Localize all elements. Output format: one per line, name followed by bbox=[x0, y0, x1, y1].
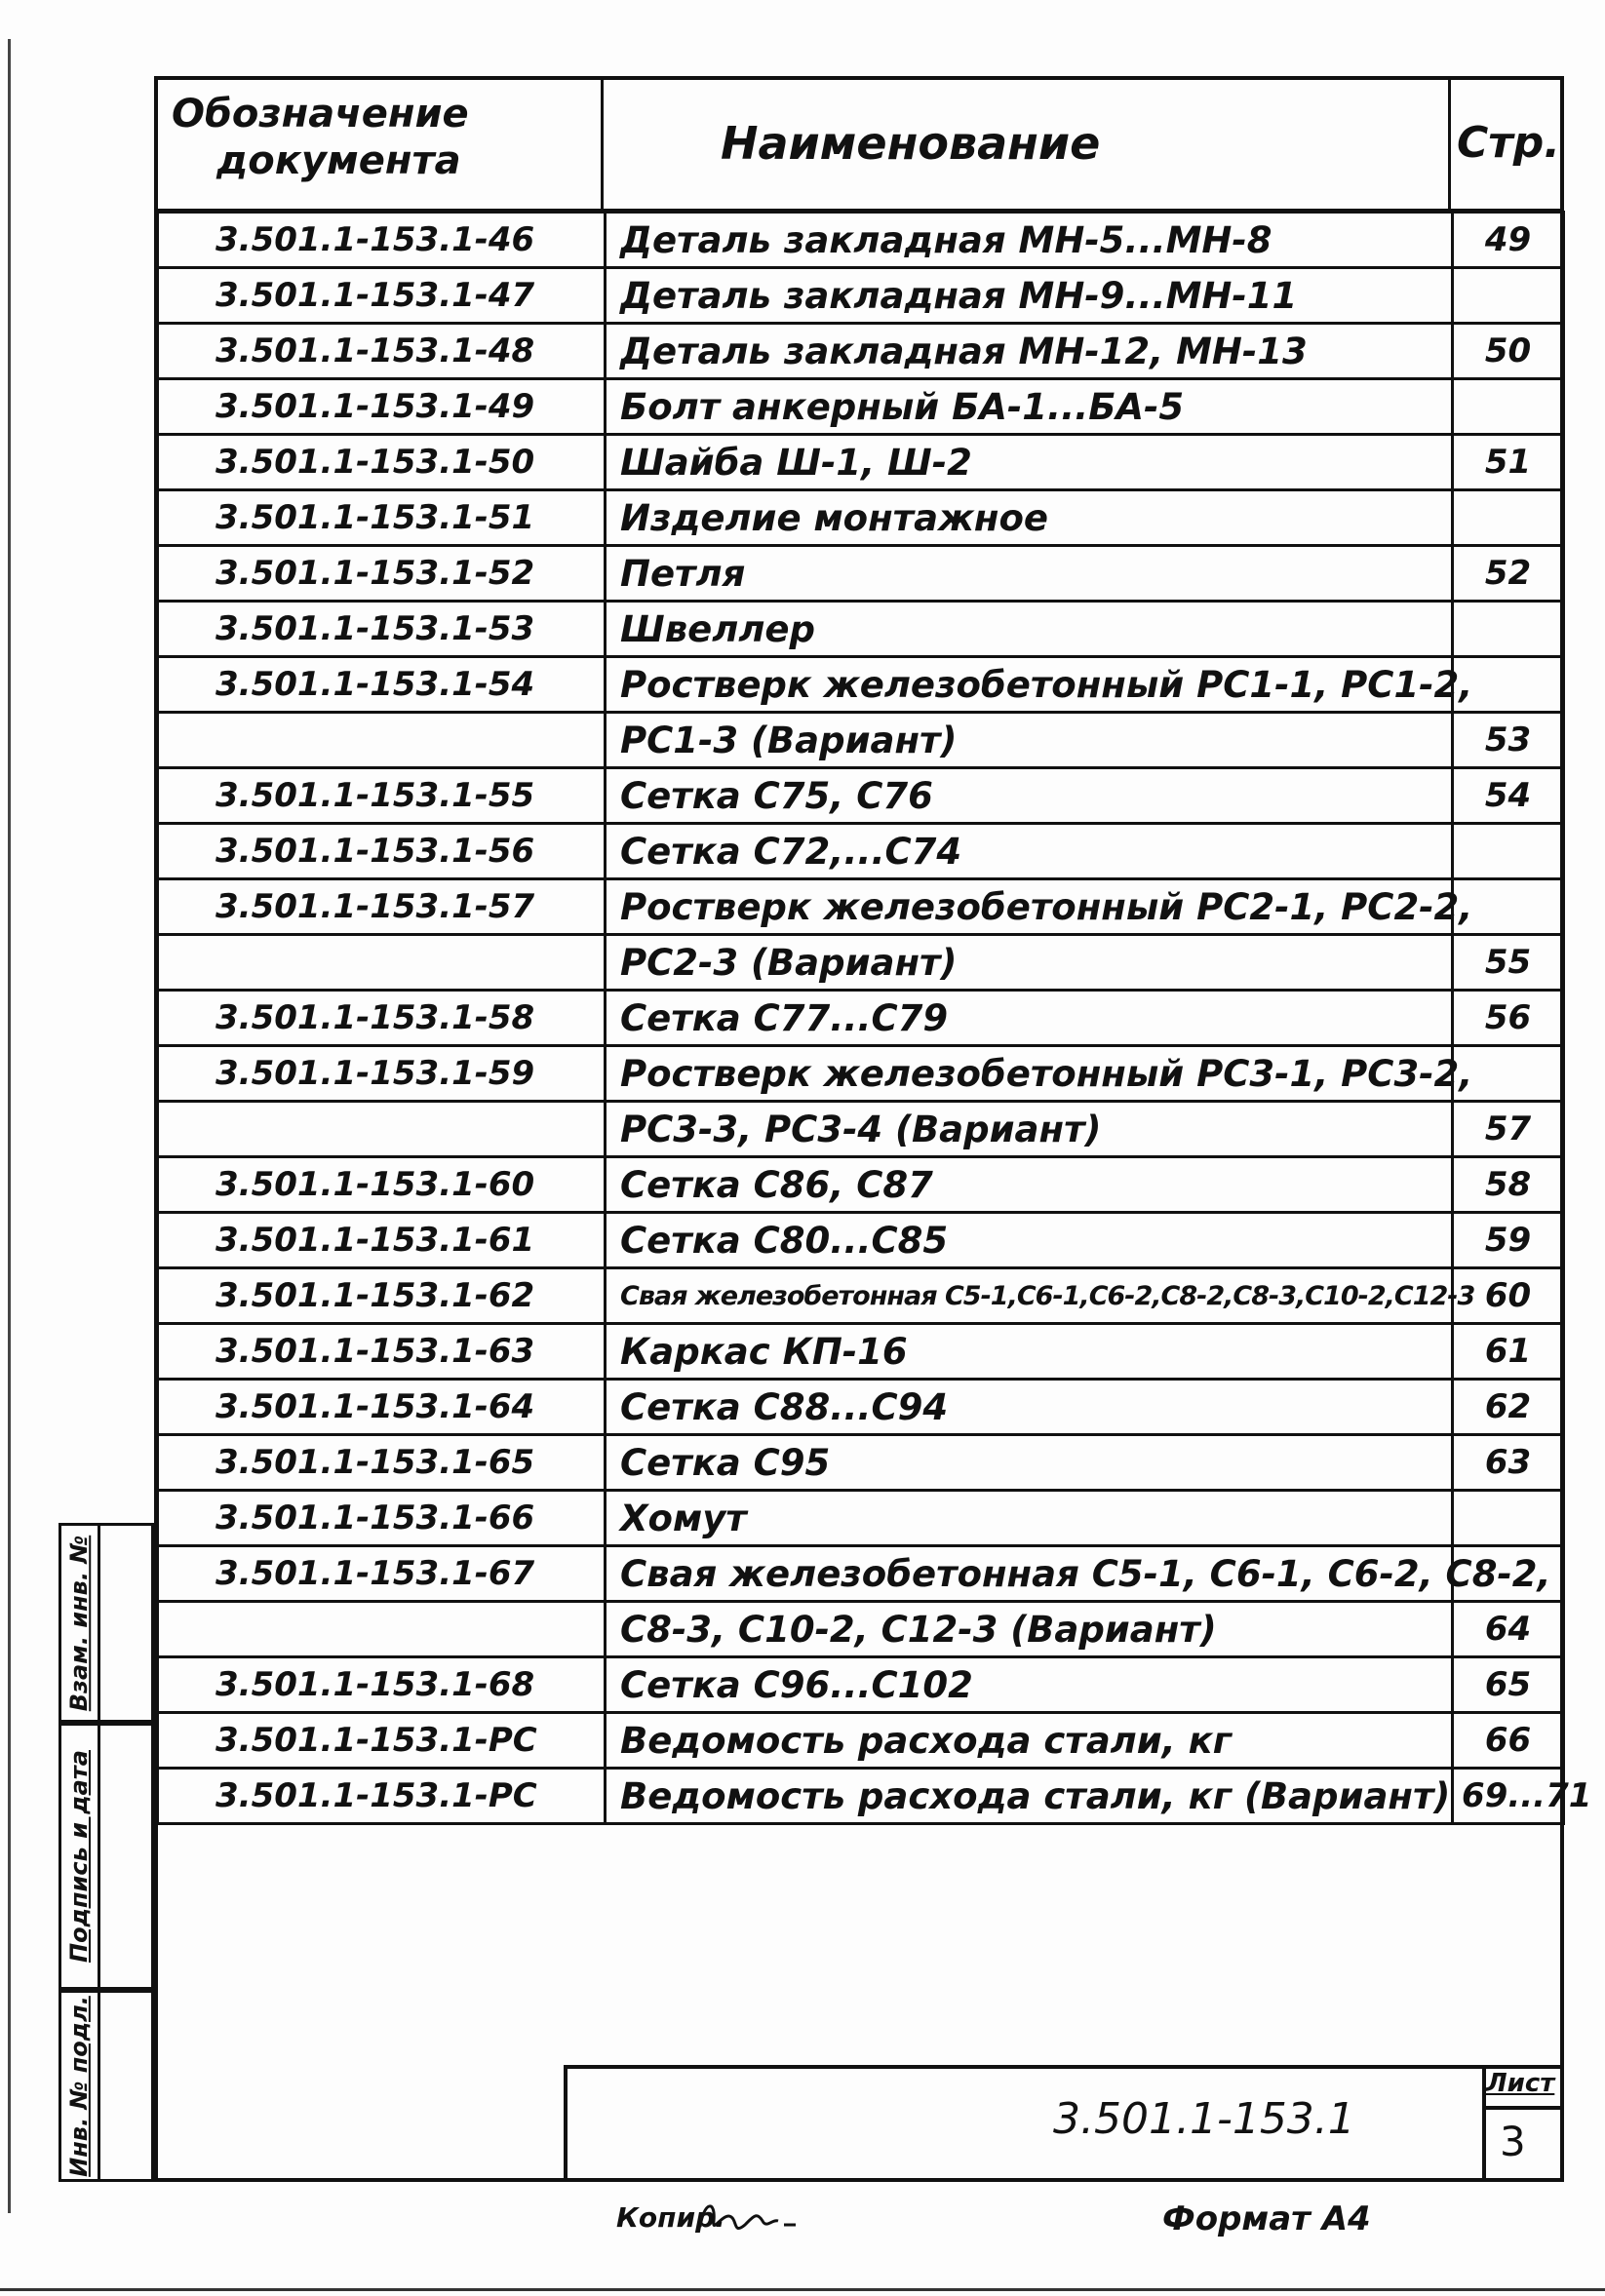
row-page-cell: 54 bbox=[1453, 768, 1564, 824]
row-page-cell: 61 bbox=[1453, 1324, 1564, 1380]
row-name-cell: Сетка С77...С79 bbox=[606, 991, 1453, 1046]
row-name-cell: Свая железобетонная С5-1,С6-1,С6-2,С8-2,С8-3,С10-2,С12-3 bbox=[606, 1268, 1453, 1324]
row-designation-cell: 3.501.1-153.1-56 bbox=[158, 824, 606, 879]
row-name-cell: Сетка С75, С76 bbox=[606, 768, 1453, 824]
title-block-sheet-divider bbox=[1482, 2106, 1562, 2110]
table-row bbox=[158, 324, 1564, 379]
row-designation-cell bbox=[158, 1602, 606, 1657]
row-designation-cell: 3.501.1-153.1-59 bbox=[158, 1046, 606, 1102]
header-divider-1 bbox=[601, 78, 604, 211]
table-row bbox=[158, 1268, 1564, 1324]
row-designation-cell: 3.501.1-153.1-РС bbox=[158, 1713, 606, 1769]
side-label-inv-wrap bbox=[59, 1990, 99, 2182]
row-page-cell: 69...71 bbox=[1453, 1769, 1564, 1824]
row-name-cell: Сетка С80...С85 bbox=[606, 1213, 1453, 1268]
row-designation-cell: 3.501.1-153.1-50 bbox=[158, 435, 606, 490]
row-designation-cell: 3.501.1-153.1-67 bbox=[158, 1546, 606, 1602]
row-designation-cell: 3.501.1-153.1-46 bbox=[158, 213, 606, 268]
row-designation-cell: 3.501.1-153.1-55 bbox=[158, 768, 606, 824]
table-row bbox=[158, 435, 1564, 490]
side-label-podpis-data: Подпись и дата bbox=[65, 1750, 93, 1963]
row-name-cell: Сетка С95 bbox=[606, 1435, 1453, 1491]
table-row bbox=[158, 546, 1564, 602]
row-page-cell: 55 bbox=[1453, 935, 1564, 991]
row-name-cell: Изделие монтажное bbox=[606, 490, 1453, 546]
row-name-cell: Деталь закладная МН-5...МН-8 bbox=[606, 213, 1453, 268]
table-row bbox=[158, 657, 1564, 713]
row-designation-cell: 3.501.1-153.1-58 bbox=[158, 991, 606, 1046]
side-label-podpis-wrap bbox=[59, 1723, 99, 1990]
table-row bbox=[158, 1213, 1564, 1268]
row-designation-cell: 3.501.1-153.1-РС bbox=[158, 1769, 606, 1824]
title-block-sheet-label: Лист bbox=[1486, 2069, 1555, 2098]
row-name-cell: Ростверк железобетонный РС3-1, РС3-2, bbox=[606, 1046, 1453, 1102]
row-designation-cell: 3.501.1-153.1-60 bbox=[158, 1157, 606, 1213]
row-page-cell: 65 bbox=[1453, 1657, 1564, 1713]
table-row bbox=[158, 1380, 1564, 1435]
row-designation-cell: 3.501.1-153.1-57 bbox=[158, 879, 606, 935]
row-page-cell bbox=[1453, 379, 1564, 435]
row-name-cell: РС3-3, РС3-4 (Вариант) bbox=[606, 1102, 1453, 1157]
row-page-cell bbox=[1453, 602, 1564, 657]
table-row bbox=[158, 824, 1564, 879]
row-name-cell: Свая железобетонная С5-1, С6-1, С6-2, С8-2, bbox=[606, 1546, 1453, 1602]
row-designation-cell: 3.501.1-153.1-48 bbox=[158, 324, 606, 379]
row-name-cell: Швеллер bbox=[606, 602, 1453, 657]
title-block-sheet-number: 3 bbox=[1500, 2118, 1526, 2165]
table-row bbox=[158, 379, 1564, 435]
row-page-cell bbox=[1453, 490, 1564, 546]
row-name-cell: Петля bbox=[606, 546, 1453, 602]
row-name-cell: Деталь закладная МН-12, МН-13 bbox=[606, 324, 1453, 379]
table-row bbox=[158, 1157, 1564, 1213]
side-label-vzam-wrap bbox=[59, 1523, 99, 1723]
table-row bbox=[158, 1602, 1564, 1657]
table-row bbox=[158, 879, 1564, 935]
header-page-cell bbox=[1453, 80, 1560, 211]
row-designation-cell bbox=[158, 935, 606, 991]
row-name-cell: РС2-3 (Вариант) bbox=[606, 935, 1453, 991]
row-designation-cell: 3.501.1-153.1-63 bbox=[158, 1324, 606, 1380]
row-name-cell: Сетка С88...С94 bbox=[606, 1380, 1453, 1435]
table-row bbox=[158, 1546, 1564, 1602]
row-page-cell: 51 bbox=[1453, 435, 1564, 490]
table-row bbox=[158, 935, 1564, 991]
row-page-cell bbox=[1453, 1491, 1564, 1546]
row-designation-cell: 3.501.1-153.1-53 bbox=[158, 602, 606, 657]
row-name-cell: Сетка С86, С87 bbox=[606, 1157, 1453, 1213]
row-designation-cell: 3.501.1-153.1-47 bbox=[158, 268, 606, 324]
row-page-cell: 63 bbox=[1453, 1435, 1564, 1491]
row-page-cell: 66 bbox=[1453, 1713, 1564, 1769]
side-label-inv-podl: Инв. № подл. bbox=[65, 1995, 93, 2177]
row-page-cell: 58 bbox=[1453, 1157, 1564, 1213]
title-block-doc-code: 3.501.1-153.1 bbox=[1053, 2094, 1355, 2144]
row-page-cell: 64 bbox=[1453, 1602, 1564, 1657]
table-row bbox=[158, 1491, 1564, 1546]
row-name-cell: Ведомость расхода стали, кг bbox=[606, 1713, 1453, 1769]
row-name-cell: Ведомость расхода стали, кг (Вариант) bbox=[606, 1769, 1453, 1824]
row-page-cell: 52 bbox=[1453, 546, 1564, 602]
header-designation-line1: Обозначение bbox=[172, 92, 469, 136]
row-name-cell: Ростверк железобетонный РС2-1, РС2-2, bbox=[606, 879, 1453, 935]
table-row bbox=[158, 768, 1564, 824]
table-row bbox=[158, 268, 1564, 324]
table-row bbox=[158, 1046, 1564, 1102]
row-name-cell: Деталь закладная МН-9...МН-11 bbox=[606, 268, 1453, 324]
side-label-vzam-inv: Взам. инв. № bbox=[65, 1535, 93, 1711]
row-designation-cell: 3.501.1-153.1-66 bbox=[158, 1491, 606, 1546]
table-row bbox=[158, 991, 1564, 1046]
row-name-cell: С8-3, С10-2, С12-3 (Вариант) bbox=[606, 1602, 1453, 1657]
row-name-cell: Сетка С96...С102 bbox=[606, 1657, 1453, 1713]
row-designation-cell: 3.501.1-153.1-51 bbox=[158, 490, 606, 546]
table-row bbox=[158, 490, 1564, 546]
header-page-label: Стр. bbox=[1457, 118, 1561, 168]
row-designation-cell: 3.501.1-153.1-64 bbox=[158, 1380, 606, 1435]
table-row bbox=[158, 1324, 1564, 1380]
row-name-cell: Хомут bbox=[606, 1491, 1453, 1546]
row-designation-cell: 3.501.1-153.1-54 bbox=[158, 657, 606, 713]
footer-copied-label: Копир. bbox=[616, 2201, 725, 2234]
table-row bbox=[158, 1657, 1564, 1713]
row-name-cell: Каркас КП-16 bbox=[606, 1324, 1453, 1380]
row-designation-cell: 3.501.1-153.1-61 bbox=[158, 1213, 606, 1268]
row-name-cell: Ростверк железобетонный РС1-1, РС1-2, bbox=[606, 657, 1453, 713]
table-row bbox=[158, 713, 1564, 768]
row-designation-cell bbox=[158, 1102, 606, 1157]
row-designation-cell bbox=[158, 713, 606, 768]
copier-signature bbox=[694, 2192, 802, 2240]
row-page-cell: 53 bbox=[1453, 713, 1564, 768]
document-register-table bbox=[156, 211, 1592, 1825]
row-page-cell: 49 bbox=[1453, 213, 1564, 268]
sheet-bottom-edge bbox=[0, 2288, 1605, 2291]
table-row bbox=[158, 602, 1564, 657]
table-row bbox=[158, 1713, 1564, 1769]
table-row bbox=[158, 213, 1564, 268]
footer-format-label: Формат А4 bbox=[1162, 2199, 1371, 2238]
row-name-cell: РС1-3 (Вариант) bbox=[606, 713, 1453, 768]
table-row bbox=[158, 1769, 1564, 1824]
header-designation-cell bbox=[158, 80, 602, 211]
row-page-cell: 57 bbox=[1453, 1102, 1564, 1157]
row-designation-cell: 3.501.1-153.1-62 bbox=[158, 1268, 606, 1324]
row-name-cell: Сетка С72,...С74 bbox=[606, 824, 1453, 879]
row-page-cell: 56 bbox=[1453, 991, 1564, 1046]
row-designation-cell: 3.501.1-153.1-52 bbox=[158, 546, 606, 602]
row-page-cell: 62 bbox=[1453, 1380, 1564, 1435]
table-row bbox=[158, 1435, 1564, 1491]
row-name-cell: Болт анкерный БА-1...БА-5 bbox=[606, 379, 1453, 435]
header-name-cell bbox=[606, 80, 1449, 211]
row-designation-cell: 3.501.1-153.1-68 bbox=[158, 1657, 606, 1713]
header-designation-line2: документа bbox=[216, 138, 461, 183]
row-page-cell bbox=[1453, 824, 1564, 879]
row-designation-cell: 3.501.1-153.1-49 bbox=[158, 379, 606, 435]
row-page-cell: 60 bbox=[1453, 1268, 1564, 1324]
row-page-cell: 50 bbox=[1453, 324, 1564, 379]
row-name-cell: Шайба Ш-1, Ш-2 bbox=[606, 435, 1453, 490]
row-page-cell bbox=[1453, 268, 1564, 324]
table-row bbox=[158, 1102, 1564, 1157]
header-name-label: Наименование bbox=[721, 117, 1101, 170]
binding-edge-line bbox=[8, 39, 11, 2213]
row-page-cell: 59 bbox=[1453, 1213, 1564, 1268]
row-designation-cell: 3.501.1-153.1-65 bbox=[158, 1435, 606, 1491]
register-body bbox=[158, 213, 1592, 1824]
